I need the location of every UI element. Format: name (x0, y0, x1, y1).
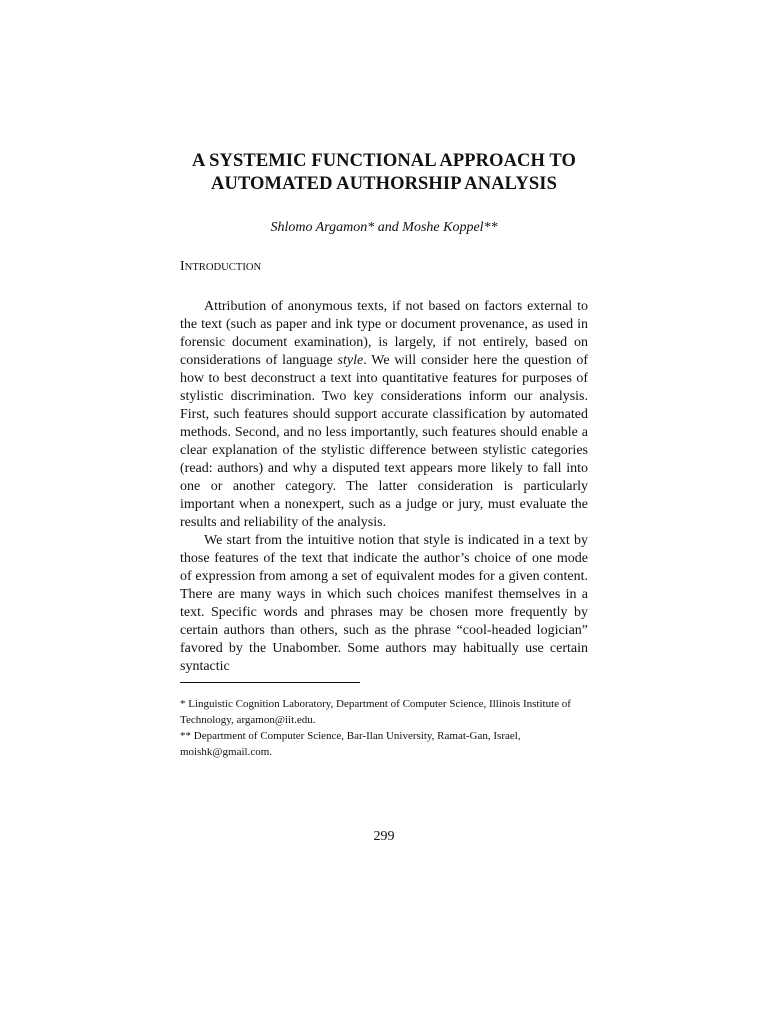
paragraph-1-part-2: . We will consider here the question of how to best deconstruct a text into quantitative features for purposes of stylistic discrimination. Two key considerations inform our analysis. First, such features should support accurate classification by automated methods. Second, and no less importantly, such features should enable a clear explanation of the stylistic difference between stylistic categories (read: authors) and why a disputed text appears more likely to fall into one or another category. The latter consideration is particularly important when a nonexpert, such as a judge or jury, must evaluate the results and reliability of the analysis. (180, 353, 588, 530)
footnotes (180, 696, 588, 760)
footnote-divider (180, 682, 360, 683)
title-line-2: AUTOMATED AUTHORSHIP ANALYSIS (211, 174, 557, 194)
section-heading-rest: NTRODUCTION (184, 262, 262, 273)
paragraph-1-emphasis: style (337, 353, 364, 368)
section-heading-initial: I (180, 259, 185, 274)
paragraph-1 (180, 298, 588, 532)
footnote-2: ** Department of Computer Science, Bar-Ilan University, Ramat-Gan, Israel, moishk@gmail.com. (180, 730, 521, 758)
paper-page (180, 150, 588, 760)
page-number: 299 (373, 829, 395, 844)
title-line-1: A SYSTEMIC FUNCTIONAL APPROACH TO (192, 151, 576, 171)
paragraph-2: We start from the intuitive notion that style is indicated in a text by those features of the text that indicate the author’s choice of one mode of expression from among a set of equivalent modes for a given content. There are many ways in which such choices manifest themselves in a text. Specific words and phrases may be chosen more frequently by certain authors than others, such as the phrase “cool-headed logician” favored by the Unabomber. Some authors may habitually use certain syntactic (180, 533, 588, 674)
section-heading (180, 258, 588, 277)
paper-title (180, 150, 588, 196)
footnote-1: * Linguistic Cognition Laboratory, Department of Computer Science, Illinois Institute of Technology, argamon@iit.edu. (180, 698, 571, 726)
paragraph-1-part-1: Attribution of anonymous texts, if not based on factors external to the text (such as paper and ink type or document provenance, as used in forensic document examination), is largely, if not entirely, based on considerations of language (180, 299, 588, 368)
body-text (180, 298, 588, 676)
author-line: Shlomo Argamon* and Moshe Koppel** (270, 220, 498, 235)
